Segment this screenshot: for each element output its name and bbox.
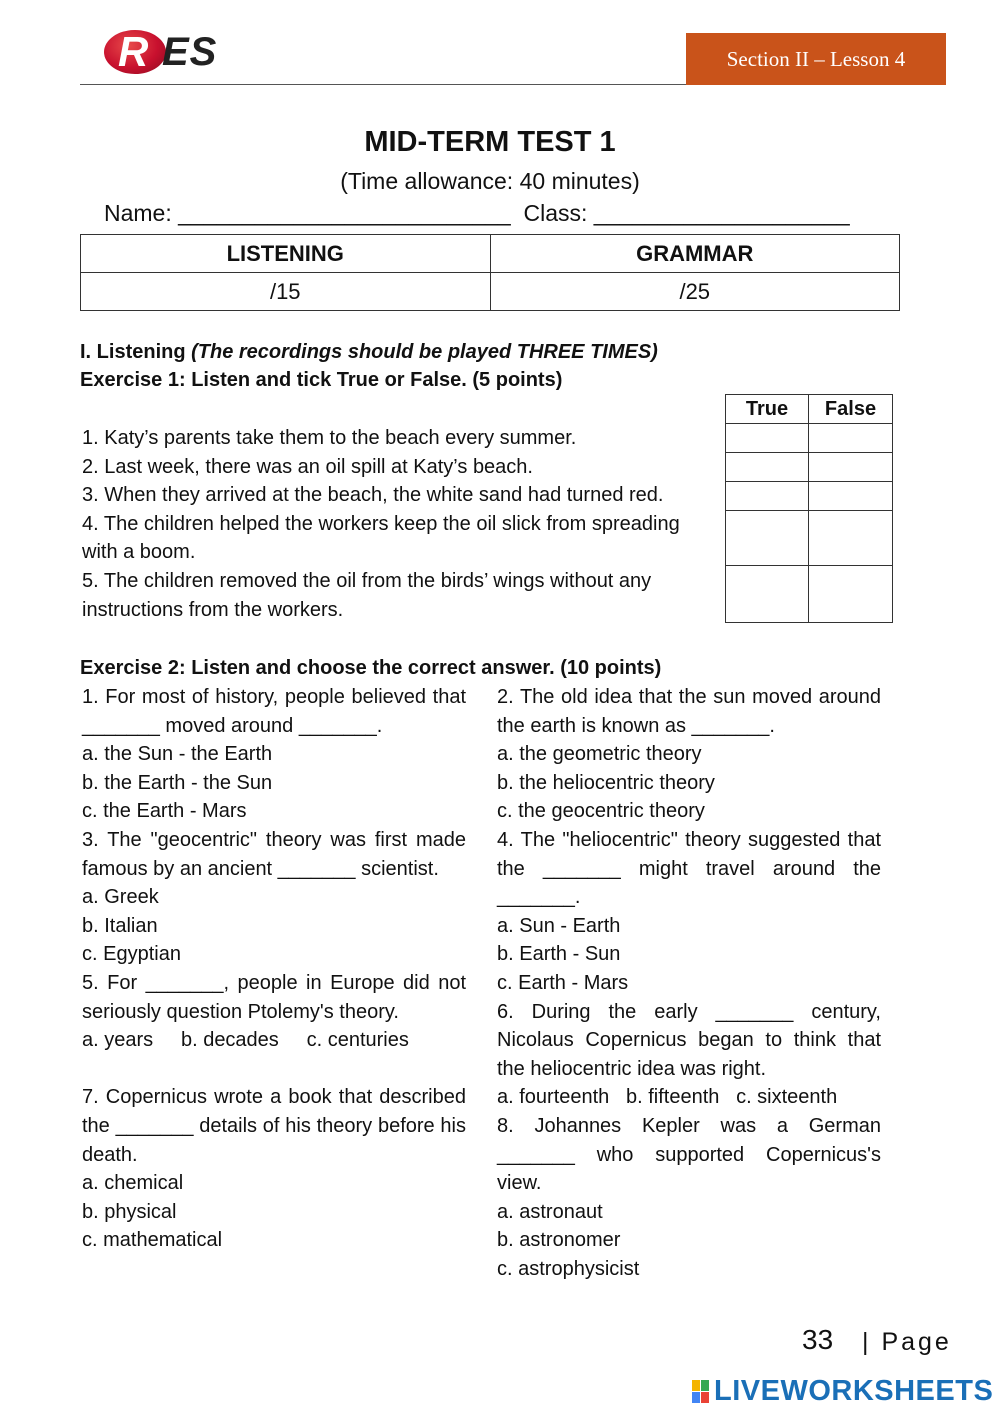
page-label: | Page	[862, 1328, 952, 1356]
logo-es-text: ES	[162, 30, 218, 74]
q6-option-a[interactable]: a. fourteenth	[497, 1086, 610, 1109]
section-heading-text: I. Listening	[80, 341, 192, 363]
q5-option-b[interactable]: b. decades	[180, 1029, 279, 1052]
score-listening: /15	[81, 273, 491, 311]
liveworksheets-brand	[692, 1374, 992, 1408]
q1-option-a[interactable]: a. the Sun - the Earth	[82, 743, 273, 766]
tick-true-3[interactable]	[726, 482, 809, 511]
score-header-grammar: GRAMMAR	[490, 235, 899, 273]
question-3: 3. The "geocentric" theory was first made famous by an ancient _______ scientist.	[82, 828, 466, 880]
score-header-listening: LISTENING	[81, 235, 491, 273]
q1-option-c[interactable]: c. the Earth - Mars	[82, 800, 247, 823]
res-logo	[104, 28, 234, 76]
question-2: 2. The old idea that the sun moved around the earth is known as _______.	[497, 686, 881, 737]
section-heading	[80, 338, 658, 367]
q5-option-a[interactable]: a. years	[82, 1029, 154, 1052]
q7-option-b[interactable]: b. physical	[82, 1200, 177, 1223]
score-table	[80, 234, 900, 311]
exercise-2-right-column	[497, 683, 881, 1283]
tick-false-2[interactable]	[809, 453, 893, 482]
statement-2: 2. Last week, there was an oil spill at Katy’s beach.	[82, 455, 533, 478]
statement-3: 3. When they arrived at the beach, the white sand had turned red.	[82, 484, 664, 507]
logo-r-letter: R	[118, 28, 149, 75]
q6-option-c[interactable]: c. sixteenth	[736, 1086, 838, 1109]
header-divider	[80, 84, 686, 85]
q3-option-c[interactable]: c. Egyptian	[82, 943, 181, 966]
statement-1: 1. Katy’s parents take them to the beach every summer.	[82, 427, 577, 449]
question-4: 4. The "heliocentric" theory suggested that the _______ might travel around the _______.	[497, 828, 881, 909]
q8-option-b[interactable]: b. astronomer	[497, 1229, 621, 1252]
section-label: Section II – Lesson 4	[686, 33, 946, 85]
liveworksheets-icon	[692, 1380, 710, 1404]
q4-option-b[interactable]: b. Earth - Sun	[497, 943, 621, 966]
tick-false-5[interactable]	[809, 566, 893, 623]
exercise-2-left-column	[82, 683, 466, 1255]
time-allowance: (Time allowance: 40 minutes)	[340, 168, 640, 194]
q8-option-c[interactable]: c. astrophysicist	[497, 1257, 640, 1280]
question-7: 7. Copernicus wrote a book that described the _______ details of his theory before his death.	[82, 1086, 466, 1166]
q4-option-a[interactable]: a. Sun - Earth	[497, 914, 621, 937]
question-5: 5. For _______, people in Europe did not seriously question Ptolemy's theory.	[82, 971, 466, 1023]
q7-option-c[interactable]: c. mathematical	[82, 1229, 223, 1252]
question-8: 8. Johannes Kepler was a German _______ who supported Copernicus's view.	[497, 1114, 881, 1195]
section-heading-note: (The recordings should be played THREE TIMES)	[191, 341, 658, 363]
tick-true-4[interactable]	[726, 511, 809, 566]
q7-option-a[interactable]: a. chemical	[82, 1172, 184, 1195]
question-1: 1. For most of history, people believed that _______ moved around _______.	[82, 686, 466, 737]
q1-option-b[interactable]: b. the Earth - the Sun	[82, 771, 273, 794]
true-header: True	[726, 395, 809, 424]
page-number: 33	[802, 1324, 834, 1355]
q3-option-a[interactable]: a. Greek	[82, 886, 159, 909]
page-title: MID-TERM TEST 1	[364, 126, 616, 158]
q5-option-c[interactable]: c. centuries	[306, 1029, 409, 1052]
statement-4: 4. The children helped the workers keep the oil slick from spreading with a boom.	[82, 512, 680, 564]
q4-option-c[interactable]: c. Earth - Mars	[497, 971, 629, 994]
name-class-line: Name: __________________________ Class: ____________________	[104, 200, 850, 226]
question-6: 6. During the early _______ century, Nicolaus Copernicus began to think that the heliocentric idea was right.	[497, 1000, 881, 1080]
q3-option-b[interactable]: b. Italian	[82, 914, 158, 937]
tick-false-3[interactable]	[809, 482, 893, 511]
exercise-1-statements	[82, 424, 718, 624]
q6-option-b[interactable]: b. fifteenth	[625, 1086, 720, 1109]
score-grammar: /25	[490, 273, 899, 311]
q2-option-a[interactable]: a. the geometric theory	[497, 743, 702, 766]
true-false-table	[725, 394, 893, 623]
statement-5: 5. The children removed the oil from the birds’ wings without any instructions from the workers.	[82, 569, 652, 621]
tick-false-4[interactable]	[809, 511, 893, 566]
exercise-1-title: Exercise 1: Listen and tick True or False. (5 points)	[80, 369, 563, 391]
tick-false-1[interactable]	[809, 424, 893, 453]
q6-options	[497, 1083, 881, 1112]
liveworksheets-wordmark: LIVEWORKSHEETS	[714, 1375, 994, 1407]
q8-option-a[interactable]: a. astronaut	[497, 1200, 603, 1223]
tick-true-1[interactable]	[726, 424, 809, 453]
tick-true-2[interactable]	[726, 453, 809, 482]
q2-option-c[interactable]: c. the geocentric theory	[497, 800, 705, 823]
q2-option-b[interactable]: b. the heliocentric theory	[497, 771, 715, 794]
tick-true-5[interactable]	[726, 566, 809, 623]
false-header: False	[809, 395, 893, 424]
exercise-2-title: Exercise 2: Listen and choose the correct answer. (10 points)	[80, 657, 662, 679]
q5-options	[82, 1026, 466, 1055]
